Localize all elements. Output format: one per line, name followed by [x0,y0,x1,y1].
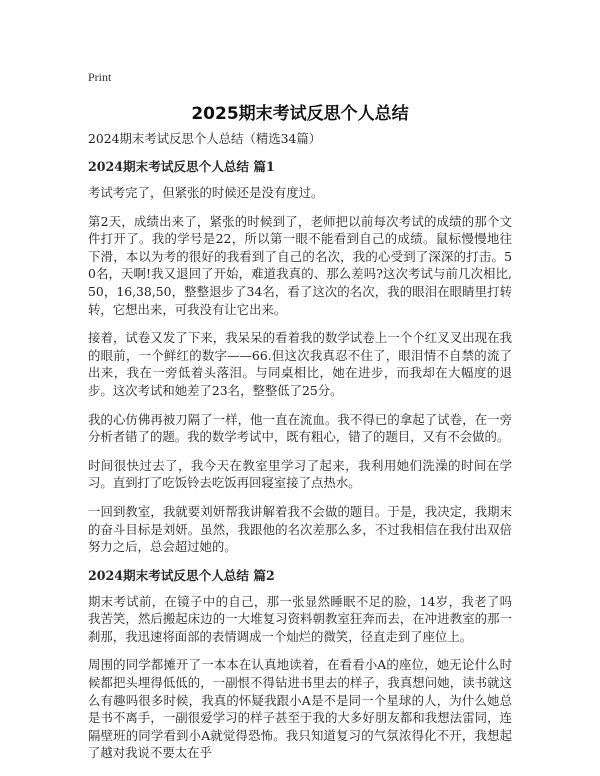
print-label: Print [88,70,112,84]
page-title: 2025期末考试反思个人总结 [191,104,409,124]
article-subtitle: 2024期末考试反思个人总结（精选34篇） [88,131,322,146]
section-heading: 2024期末考试反思个人总结 篇2 [88,567,275,583]
paragraph: 时间很快过去了，我今天在教室里学习了起来，我利用她们洗澡的时间在学习。直到打了吃饭铃去吃饭再回寝室接了点热水。 [88,457,512,491]
section-1 [88,158,512,556]
article-body [88,130,512,773]
paragraph: 第2天，成绩出来了，紧张的时候到了，老师把以前每次考试的成绩的那个文件打开了。我的学号是22，所以第一眼不能看到自己的成绩。鼠标慢慢地往下滑，本以为考的很好的我看到了自己的名次，我的心受到了深深的打击。50名，天啊!我又退回了开始，难道我真的、那么差吗?这次考试与前几次相比,50，16,38,50，整整退步了34名，看了这次的名次，我的眼泪在眼睛里打转转，它想出来，可我没有让它出来。 [88,213,512,317]
paragraph: 期末考试前，在镜子中的自己，那一张显然睡眠不足的脸，14岁，我老了吗我苦笑，然后搬起床边的一大堆复习资料朝教室狂奔而去，在冲进教室的那一刹那，我迅速将面部的表情调成一个灿烂的微笑，径直走到了座位上。 [88,593,512,644]
section-heading: 2024期末考试反思个人总结 篇1 [88,159,275,174]
paragraph: 接着，试卷又发了下来，我呆呆的看着我的数学试卷上一个个红叉叉出现在我的眼前，一个鲜红的数字——66.但这次我真忍不住了，眼泪情不自禁的流了出来，我在一旁低着头落泪。与同桌相比，她在进步，而我却在大幅度的退步。这次考试和她差了23名，整整低了25分。 [88,330,512,398]
paragraph: 我的心仿佛再被刀隔了一样，他一直在流血。我不得已的拿起了试卷，在一旁分析者错了的题。我的数学考试中，既有粗心，错了的题目，又有不会做的。 [88,411,512,445]
paragraph: 周围的同学都摊开了一本本在认真地读着，在看看小A的座位，她无论什么时候都把头埋得低低的，一副恨不得钻进书里去的样子，我真想问她，读书就这么有趣吗很多时候，我真的怀疑我跟小A是不是同一个星球的人，为什么她总是书不离手，一副很爱学习的样子甚至于我的大多好朋友都和我想法雷同，连隔壁班的同学看到小A就觉得恐怖。我只知道复习的气氛浓得化不开，我想起了越对我说不要太在乎 [88,657,512,761]
paragraph: 一回到教室，我就要刘妍帮我讲解着我不会做的题目。于是，我决定，我期末的奋斗目标是刘妍。虽然，我跟他的名次差那么多，不过我相信在我付出双倍努力之后，总会超过她的。 [88,503,512,555]
section-2 [88,567,512,762]
paragraph: 考试考完了，但紧张的时候还是没有度过。 [88,185,324,200]
